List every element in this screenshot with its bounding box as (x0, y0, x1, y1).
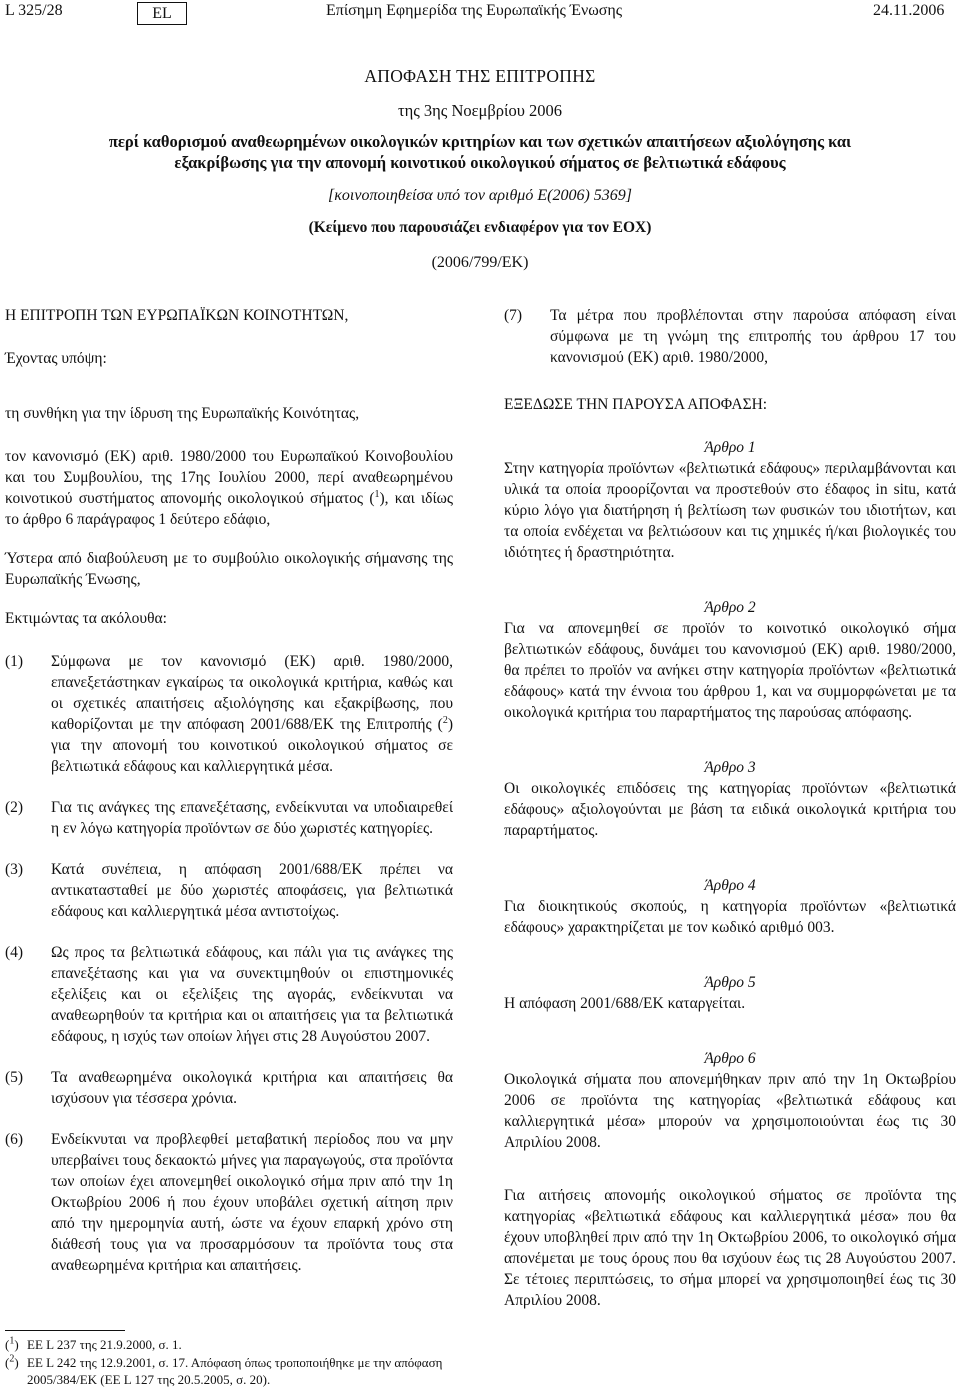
commission-heading: Η ΕΠΙΤΡΟΠΗ ΤΩΝ ΕΥΡΩΠΑΪΚΩΝ ΚΟΙΝΟΤΗΤΩΝ, (5, 307, 349, 324)
having-regard: Έχοντας υπόψη: (5, 350, 107, 367)
document-date: της 3ης Νοεμβρίου 2006 (397, 101, 562, 120)
article-1-title: Άρθρο 1 (704, 439, 756, 456)
recital-text: Ως προς τα βελτιωτικά εδάφους, και πάλι για τις ανάγκες της επανεξέτασης και για να συνεκτιμηθούν οι επιστημονικές εξελίξεις και οι εξελίξεις της αγοράς, ενδείκνυται να αναθεωρηθούν τα κριτήρια και οι απαιτήσεις για τα βελτιωτικά εδάφους, η ισχύς των οποίων λήγει στις 28 Αυγούστου 2007. (51, 944, 453, 1045)
right-column (504, 305, 956, 1311)
recital-text: Τα αναθεωρημένα οικολογικά κριτήρια και απαιτήσεις θα ισχύσουν για τέσσερα χρόνια. (51, 1069, 453, 1107)
footnote-divider (5, 1330, 125, 1331)
recital-6 (5, 1129, 453, 1276)
article-1-text: Στην κατηγορία προϊόντων «βελτιωτικά εδάφους» περιλαμβάνονται και υλικά τα οποία προορίζονται να προστεθούν στο έδαφος in situ, κατά κύριο λόγο για διατήρηση ή βελτίωση των φυσικών του ιδιοτήτων, και τα οποία ενδέχεται να βελτιώσουν και τις χημικές ή/και βιολογικές του ιδιότητες ή δραστηριότητα. (504, 460, 956, 561)
recital-text: Ενδείκνυται να προβλεφθεί μεταβατική περίοδος που να μην υπερβαίνει τους δεκαοκτώ μήνες για παραγωγούς, στα προϊόντα των οποίων έχει απονεμηθεί οικολογικό σήμα πριν από την 1η Οκτωβρίου 2006 ή που έχουν υποβάλει σχετική αίτηση πριν από την ημερομηνία αυτή, ώστε να έχουν επαρκή χρόνο στη διάθεσή τους για να προσαρμόσουν τα προϊόντα τους στα αναθεωρημένα κριτήρια και απαιτήσεις. (51, 1131, 453, 1274)
page-reference: L 325/28 (5, 2, 63, 19)
article-4-title: Άρθρο 4 (704, 877, 756, 894)
recital-text: Τα μέτρα που προβλέπονται στην παρούσα απόφαση είναι σύμφωνα με τη γνώμη της επιτροπής του άρθρου 17 του κανονισμού (ΕΚ) αριθ. 1980/2000, (550, 307, 956, 366)
publication-date: 24.11.2006 (873, 2, 945, 19)
recital-number: (7) (504, 307, 523, 324)
recital-number: (4) (5, 944, 24, 961)
page-header (0, 2, 960, 26)
recital-number: (3) (5, 861, 24, 878)
recital-text: Σύμφωνα με τον κανονισμό (ΕΚ) αριθ. 1980/2000, επανεξετάστηκαν εγκαίρως τα οικολογικά κριτήρια, καθώς και οι σχετικές απαιτήσεις αξιολόγησης και εξακρίβωσης, που καθορίζονται με την απόφαση 2001/688/ΕΚ της Επιτροπής ($^2$) για την απονομή του κοινοτικού οικολογικού σήματος σε βελτιωτικά εδάφους και καλλιεργητικά μέσα. (51, 653, 453, 775)
recital-4 (5, 942, 453, 1047)
recital-number: (5) (5, 1069, 24, 1086)
subject-line-2: εξακρίβωσης για την απονομή κοινοτικού οικολογικού σήματος σε βελτιωτικά εδάφους (174, 153, 786, 172)
article-4-text: Για διοικητικούς σκοπούς, η κατηγορία προϊόντων «βελτιωτικά εδάφους» χαρακτηρίζεται με τον κωδικό αριθμό 003. (504, 898, 956, 936)
recital-1 (5, 651, 453, 777)
notification-number: [κοινοποιηθείσα υπό τον αριθμό Ε(2006) 5369] (327, 187, 632, 204)
decision-heading: ΕΞΕΔΩΣΕ ΤΗΝ ΠΑΡΟΥΣΑ ΑΠΟΦΑΣΗ: (504, 396, 768, 413)
recital-3 (5, 859, 453, 922)
left-column (5, 305, 453, 1296)
article-6-paragraph-1: Οικολογικά σήματα που απονεμήθηκαν πριν από την 1η Οκτωβρίου 2006 σε προϊόντα της κατηγορίας «βελτιωτικά εδάφους και καλλιεργητικά μέσα» μπορούν να χρησιμοποιούνται έως τις 30 Απριλίου 2008. (504, 1071, 956, 1151)
document-reference: (2006/799/ΕΚ) (431, 254, 529, 271)
footnote-ref-1: 1 (374, 488, 380, 500)
document-title-block (40, 66, 920, 272)
consultation-citation: Ύστερα από διαβούλευση με το συμβούλιο οικολογικής σήμανσης της Ευρωπαϊκής Ένωσης, (5, 550, 453, 588)
regulation-citation: τον κανονισμό (ΕΚ) αριθ. 1980/2000 του Ευρωπαϊκού Κοινοβουλίου και του Συμβουλίου, της 17ης Ιουλίου 2000, περί αναθεωρημένου κοινοτικού συστήματος απονομής οικολογικού σήματος ($^1$), και ιδίως το άρθρο 6 παράγραφος 1 δεύτερο εδάφιο, (5, 448, 453, 528)
eea-relevance: (Κείμενο που παρουσιάζει ενδιαφέρον για τον ΕΟΧ) (308, 219, 652, 236)
subject-line-1: περί καθορισμού αναθεωρημένων οικολογικών κριτηρίων και των σχετικών απαιτήσεων αξιολόγησης και (108, 132, 852, 151)
recital-text: Για τις ανάγκες της επανεξέτασης, ενδείκνυται να υποδιαιρεθεί η εν λόγω κατηγορία προϊόντων σε δύο χωριστές κατηγορίες. (51, 799, 453, 837)
article-6-title: Άρθρο 6 (704, 1050, 756, 1067)
language-badge: EL (137, 2, 187, 25)
whereas-heading: Εκτιμώντας τα ακόλουθα: (5, 610, 167, 627)
treaty-citation: τη συνθήκη για την ίδρυση της Ευρωπαϊκής Κοινότητας, (5, 405, 360, 422)
article-3-title: Άρθρο 3 (704, 759, 756, 776)
article-3-text: Οι οικολογικές επιδόσεις της κατηγορίας προϊόντων «βελτιωτικά εδάφους» αξιολογούνται με βάση τα ειδικά οικολογικά κριτήρια του παραρτήματος. (504, 780, 956, 839)
document-subject (40, 131, 920, 173)
recital-number: (1) (5, 653, 24, 670)
footnote-1: ($^1$) ΕΕ L 237 της 21.9.2000, σ. 1. (5, 1335, 182, 1352)
footnote-ref-2: 2 (442, 714, 448, 726)
recital-2 (5, 797, 453, 839)
recital-number: (6) (5, 1131, 24, 1148)
article-2-text: Για να απονεμηθεί σε προϊόν το κοινοτικό οικολογικό σήμα βελτιωτικών εδάφους, δυνάμει του κανονισμού (ΕΚ) αριθ. 1980/2000, θα πρέπει το προϊόν να ανήκει στην κατηγορία προϊόντων «βελτιωτικά εδάφους» κατά την έννοια του άρθρου 1, και να συμμορφώνεται με τα οικολογικά κριτήρια του παραρτήματος της παρούσας απόφασης. (504, 620, 956, 721)
journal-title: Επίσημη Εφημερίδα της Ευρωπαϊκής Ένωσης (326, 2, 623, 19)
footnote-2: ($^2$) ΕΕ L 242 της 12.9.2001, σ. 17. Απόφαση όπως τροποποιήθηκε με την απόφαση 2005/384/ΕΚ (ΕΕ L 127 της 20.5.2005, σ. 20). (5, 1353, 443, 1387)
article-5-text: Η απόφαση 2001/688/ΕΚ καταργείται. (504, 995, 746, 1012)
article-2-title: Άρθρο 2 (704, 599, 756, 616)
recital-text: Κατά συνέπεια, η απόφαση 2001/688/ΕΚ πρέπει να αντικατασταθεί με δύο χωριστές αποφάσεις, για βελτιωτικά εδάφους και καλλιεργητικά μέσα αντιστοίχως. (51, 861, 453, 920)
document-title: ΑΠΟΦΑΣΗ ΤΗΣ ΕΠΙΤΡΟΠΗΣ (364, 66, 596, 86)
article-6-paragraph-2: Για αιτήσεις απονομής οικολογικού σήματος σε προϊόντα της κατηγορίας «βελτιωτικά εδάφους και καλλιεργητικά μέσα» που θα έχουν υποβληθεί πριν από την 1η Οκτωβρίου 2006, το οικολογικό σήμα απονέμεται με τους όρους που θα ισχύουν έως τις 28 Αυγούστου 2007. Σε τέτοιες περιπτώσεις, το σήμα μπορεί να χρησιμοποιηθεί έως τις 30 Απριλίου 2008. (504, 1187, 956, 1309)
recital-5 (5, 1067, 453, 1109)
recital-7 (504, 305, 956, 368)
recital-number: (2) (5, 799, 24, 816)
article-5-title: Άρθρο 5 (704, 974, 756, 991)
